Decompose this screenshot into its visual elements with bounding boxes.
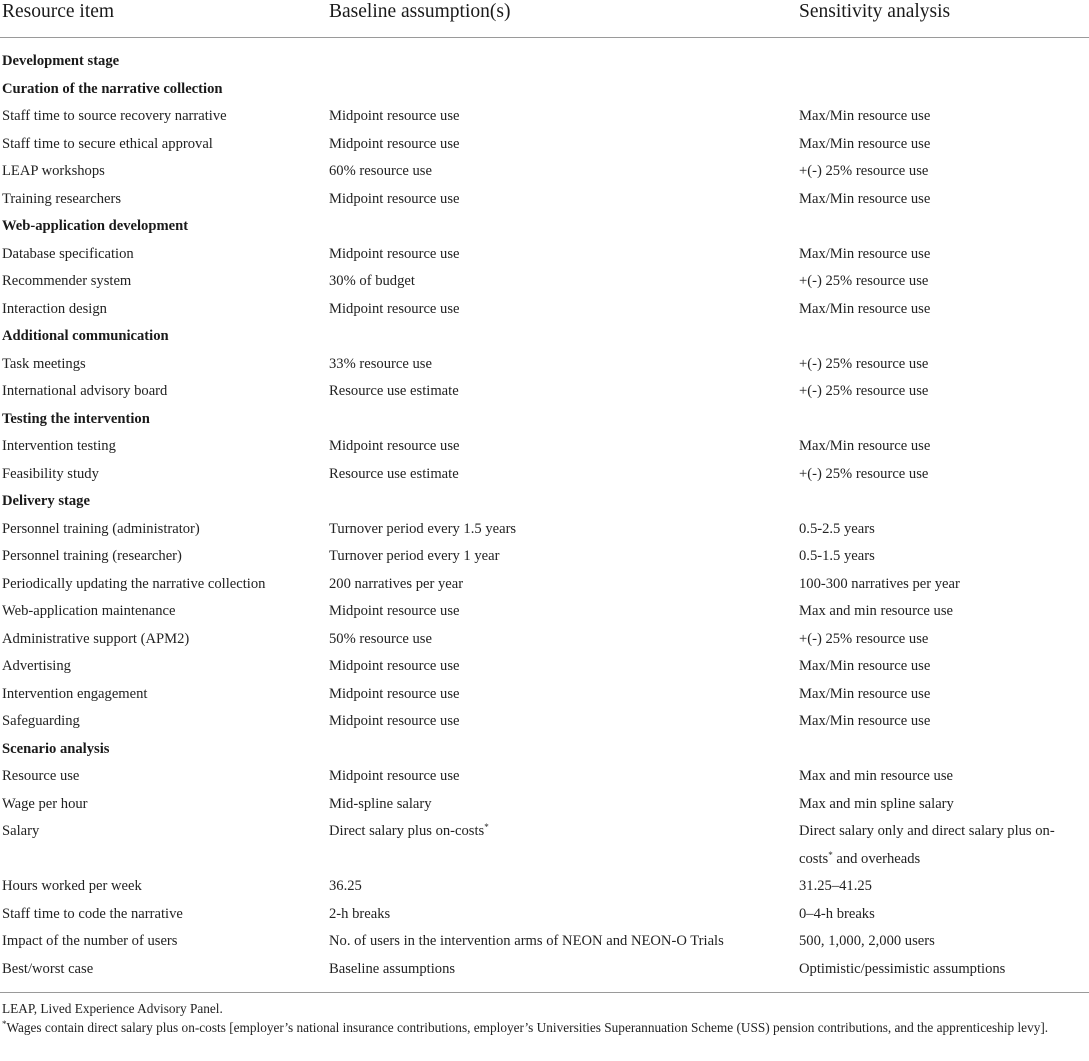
table-row [0,461,1089,489]
baseline-text: 50% resource use [329,630,432,647]
baseline-cell [329,598,460,626]
baseline-cell [329,516,516,544]
sensitivity-cell [799,186,930,214]
table-row [0,928,1089,956]
baseline-cell [329,103,460,131]
baseline-cell [329,351,432,379]
baseline-text: Midpoint resource use [329,768,460,784]
sensitivity-cell [799,516,875,544]
baseline-text: Turnover period every 1.5 years [329,520,517,537]
resource-item-cell: Administrative support (APM2) [2,630,190,647]
sensitivity-text: Max/Min resource use [799,713,931,729]
resource-item-cell: Task meetings [2,355,86,372]
resource-item-cell: Periodically updating the narrative collection [2,575,266,592]
header-resource-item: Resource item [2,1,115,22]
table-row [0,516,1089,544]
table-row [0,103,1089,131]
sensitivity-text: 0.5-1.5 years [799,548,875,564]
footnote-abbreviation: LEAP, Lived Experience Advisory Panel. [2,1001,223,1016]
table-header [0,0,1089,38]
baseline-cell [329,241,460,269]
sensitivity-text: +(-) 25% resource use [799,163,929,179]
baseline-text: Midpoint resource use [329,108,460,124]
table-row [0,956,1089,984]
sensitivity-cell [799,571,960,599]
baseline-text: Midpoint resource use [329,603,460,619]
section-label: Development stage [2,53,120,69]
resource-item-cell: Web-application maintenance [2,603,176,619]
resource-item-cell: Recommender system [2,273,132,289]
baseline-cell [329,571,463,599]
resource-item-cell: Impact of the number of users [2,933,178,949]
baseline-cell [329,901,390,929]
baseline-cell [329,653,460,681]
section-label: Scenario analysis [2,740,110,757]
baseline-cell [329,873,362,901]
table-body [0,48,1089,983]
sensitivity-cell [799,681,930,709]
resource-item-cell: Staff time to secure ethical approval [2,135,213,152]
section-row [0,736,1089,764]
sensitivity-text: Max and min spline salary [799,795,954,812]
baseline-text: Mid-spline salary [329,795,432,812]
baseline-cell [329,543,499,571]
sensitivity-cell [799,708,930,736]
sensitivity-cell [799,653,930,681]
sensitivity-cell [799,928,935,956]
resource-item-cell: Personnel training (researcher) [2,548,182,564]
sensitivity-text: Max/Min resource use [799,438,931,454]
sensitivity-text: +(-) 25% resource use [799,465,929,482]
sensitivity-cell [799,296,930,324]
section-row [0,488,1089,516]
sensitivity-cell [799,598,953,626]
table-row [0,653,1089,681]
sensitivity-text: Max/Min resource use [799,135,931,152]
section-label: Curation of the narrative collection [2,80,223,97]
baseline-text: Turnover period every 1 year [329,548,500,564]
baseline-text: 2-h breaks [329,905,391,922]
baseline-text: 200 narratives per year [329,575,464,592]
resource-item-cell: Database specification [2,245,134,262]
baseline-text: Direct salary plus on-costs [329,823,485,839]
baseline-cell [329,956,455,984]
baseline-cell [329,268,415,296]
footnote-asterisk: * [2,1019,7,1029]
table-row [0,543,1089,571]
sensitivity-text: +(-) 25% resource use [799,630,929,647]
table-footnotes [0,992,1089,1037]
baseline-text: Midpoint resource use [329,438,460,454]
sensitivity-cell [799,158,928,186]
resource-item-cell: Intervention testing [2,438,116,454]
baseline-cell [329,791,432,819]
baseline-cell [329,131,460,159]
sensitivity-cell [799,461,928,489]
baseline-cell [329,186,460,214]
baseline-text: 30% of budget [329,273,415,289]
baseline-cell [329,296,460,324]
sensitivity-text: +(-) 25% resource use [799,273,929,289]
baseline-cell [329,763,460,791]
sensitivity-cell [799,543,875,571]
baseline-cell [329,378,459,406]
baseline-text: Midpoint resource use [329,135,460,152]
section-label: Web-application development [2,218,189,234]
sensitivity-text: Max/Min resource use [799,658,931,674]
baseline-text: 60% resource use [329,163,432,179]
resource-item-cell: LEAP workshops [2,163,105,179]
sensitivity-text: 100-300 narratives per year [799,575,960,592]
section-row [0,323,1089,351]
section-label: Delivery stage [2,493,90,509]
sensitivity-text: +(-) 25% resource use [799,355,929,372]
resource-item-cell: Interaction design [2,300,107,317]
table-row [0,818,1089,873]
table-row [0,186,1089,214]
section-row [0,213,1089,241]
table-row [0,378,1089,406]
baseline-cell [329,818,489,846]
sensitivity-text: Max and min resource use [799,768,953,784]
sensitivity-cell [799,351,928,379]
resource-item-cell: Feasibility study [2,465,99,482]
resource-item-cell: Training researchers [2,190,122,207]
header-baseline-assumptions: Baseline assumption(s) [329,1,511,22]
table-row [0,351,1089,379]
baseline-text: Midpoint resource use [329,300,460,317]
table-row [0,241,1089,269]
sensitivity-text: 0.5-2.5 years [799,520,875,537]
baseline-cell [329,461,459,489]
sensitivity-cell [799,763,953,791]
header-sensitivity-analysis: Sensitivity analysis [799,1,951,22]
section-label: Additional communication [2,328,169,344]
sensitivity-cell [799,901,875,929]
section-label: Testing the intervention [2,410,150,427]
table-row [0,708,1089,736]
resource-item-cell: Resource use [2,768,80,784]
sensitivity-text: Direct salary only and direct salary plus on-costs [799,823,1055,867]
baseline-text: Resource use estimate [329,383,459,399]
sensitivity-cell [799,818,1084,873]
baseline-cell [329,626,432,654]
resource-item-cell: Wage per hour [2,795,88,812]
baseline-text: Midpoint resource use [329,190,460,207]
resource-item-cell: Advertising [2,658,71,674]
table-row [0,873,1089,901]
sensitivity-cell [799,433,930,461]
baseline-text: 33% resource use [329,355,432,372]
sensitivity-cell [799,241,930,269]
sensitivity-text: +(-) 25% resource use [799,383,929,399]
sensitivity-cell [799,378,928,406]
footnote-wages [2,1018,1087,1037]
sensitivity-text: Max/Min resource use [799,190,931,207]
resource-item-cell: Staff time to source recovery narrative [2,108,227,124]
sensitivity-text: Max/Min resource use [799,245,931,262]
baseline-text: Midpoint resource use [329,245,460,262]
table-row [0,268,1089,296]
baseline-footnote-mark: * [484,822,489,832]
baseline-cell [329,681,460,709]
baseline-text: Resource use estimate [329,465,459,482]
table-row [0,681,1089,709]
sensitivity-text: Max and min resource use [799,603,953,619]
sensitivity-text: Max/Min resource use [799,685,931,702]
table-row [0,791,1089,819]
table-row [0,598,1089,626]
sensitivity-text: 500, 1,000, 2,000 users [799,933,935,949]
sensitivity-cell [799,791,954,819]
sensitivity-cell [799,103,930,131]
resource-item-cell: Staff time to code the narrative [2,905,183,922]
table-row [0,571,1089,599]
baseline-text: No. of users in the intervention arms of NEON and NEON-O Trials [329,933,724,949]
baseline-text: 36.25 [329,878,362,894]
section-row [0,406,1089,434]
footnote-wages-text: Wages contain direct salary plus on-costs [employer’s national insurance contributions, employer’s Universities Superannuation Scheme (USS) pension contributions, and the apprenticeship levy]. [6,1020,1049,1035]
baseline-text: Midpoint resource use [329,713,460,729]
resource-item-cell: International advisory board [2,383,168,399]
sensitivity-cell [799,626,928,654]
resource-item-cell: Personnel training (administrator) [2,520,200,537]
baseline-text: Midpoint resource use [329,658,460,674]
baseline-cell [329,158,432,186]
table-row [0,901,1089,929]
section-row [0,76,1089,104]
sensitivity-tail-text: and overheads [832,850,921,867]
baseline-text: Midpoint resource use [329,685,460,702]
resource-item-cell: Intervention engagement [2,685,148,702]
sensitivity-cell [799,956,1005,984]
sensitivity-cell [799,268,928,296]
sensitivity-footnote-mark: * [828,849,833,860]
baseline-cell [329,708,460,736]
table-row [0,433,1089,461]
resource-item-cell: Best/worst case [2,960,94,977]
table-row [0,626,1089,654]
resource-item-cell: Safeguarding [2,713,80,729]
table-row [0,763,1089,791]
table-row [0,296,1089,324]
table-row [0,131,1089,159]
sensitivity-text: Optimistic/pessimistic assumptions [799,960,1006,977]
sensitivity-cell [799,873,872,901]
sensitivity-text: 31.25–41.25 [799,878,872,894]
resource-item-cell: Salary [2,823,40,839]
baseline-cell [329,433,460,461]
section-row [0,48,1089,76]
sensitivity-text: 0–4-h breaks [799,905,875,922]
sensitivity-text: Max/Min resource use [799,108,931,124]
sensitivity-text: Max/Min resource use [799,300,931,317]
baseline-text: Baseline assumptions [329,960,456,977]
sensitivity-cell [799,131,930,159]
resource-item-cell: Hours worked per week [2,878,142,894]
baseline-cell [329,928,724,956]
table-row [0,158,1089,186]
